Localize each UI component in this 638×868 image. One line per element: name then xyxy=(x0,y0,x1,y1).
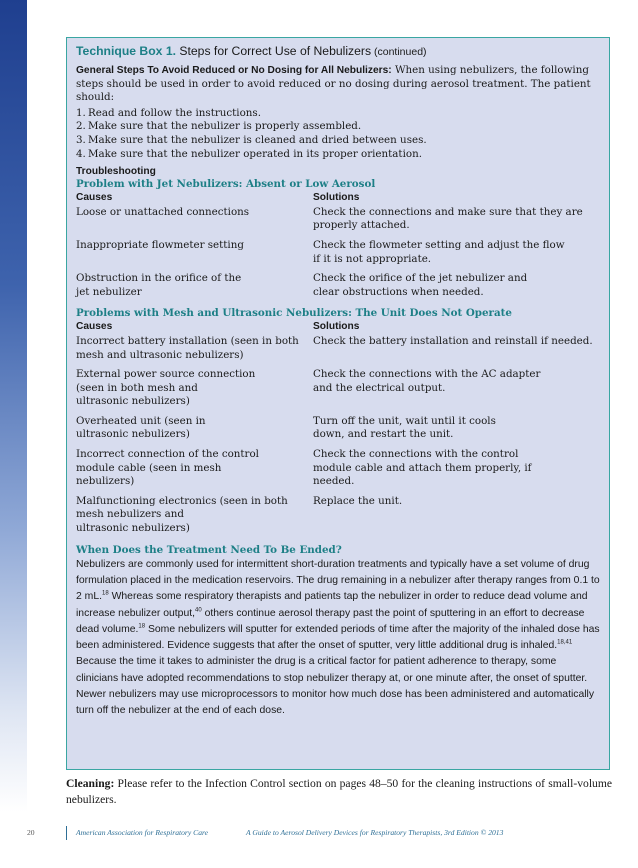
paragraph-text: others continue aerosol therapy past the point of sputtering in an effort to decrease dead volume. xyxy=(76,607,585,635)
citation: 18 xyxy=(102,590,109,597)
step-text: Make sure that the nebulizer is properly assembled. xyxy=(88,120,362,133)
citation: 18,41 xyxy=(557,639,573,646)
citation: 18 xyxy=(138,623,146,630)
table-row xyxy=(76,335,601,368)
list-item xyxy=(76,120,601,134)
footer-divider xyxy=(66,826,67,840)
cause-cell: Overheated unit (seen in ultrasonic nebulizers) xyxy=(76,414,206,441)
solutions-header: Solutions xyxy=(313,321,360,333)
treatment-end-heading: When Does the Treatment Need To Be Ended? xyxy=(76,543,342,556)
paragraph-text: Some nebulizers will sputter for extended periods of time after the majority of the inhaled dose has been administered. Evidence suggests that after the onset of sputter, very little additional drug is inhaled. xyxy=(76,623,600,652)
cleaning-paragraph xyxy=(66,776,612,807)
step-text: Make sure that the nebulizer operated in its proper orientation. xyxy=(88,147,422,160)
list-item xyxy=(76,148,601,162)
table-row xyxy=(76,239,601,272)
cause-cell: External power source connection (seen in both mesh and ultrasonic nebulizers) xyxy=(76,368,256,408)
solution-cell: Check the connections with the control module cable and attach them properly, if needed. xyxy=(313,448,532,488)
table-row xyxy=(76,415,601,448)
list-item xyxy=(76,134,601,148)
page-number: 20 xyxy=(27,828,35,837)
solution-cell: Check the flowmeter setting and adjust the flow if it is not appropriate. xyxy=(313,238,565,265)
solution-cell: Check the battery installation and reinstall if needed. xyxy=(313,334,593,347)
box-title-text: Steps for Correct Use of Nebulizers xyxy=(176,44,372,58)
table-row xyxy=(76,368,601,415)
solution-cell: Replace the unit. xyxy=(313,494,403,507)
step-text: Read and follow the instructions. xyxy=(88,106,261,119)
technique-box xyxy=(66,37,610,770)
side-color-bar xyxy=(0,0,27,812)
box-title xyxy=(76,43,601,60)
list-item xyxy=(76,107,601,121)
step-number: 1. xyxy=(76,106,86,119)
treatment-end-paragraph xyxy=(76,557,601,720)
solution-cell: Check the connections with the AC adapter and the electrical output. xyxy=(313,368,541,394)
step-number: 3. xyxy=(76,133,86,146)
steps-list xyxy=(76,107,601,161)
box-label: Technique Box 1. xyxy=(76,44,176,58)
causes-header: Causes xyxy=(76,192,113,204)
paragraph-text: Nebulizers are commonly used for intermittent short-duration treatments and typically have a set volume of drug formulation placed in the medication reservoirs. The drug remaining in a nebulizer after therapy ranges from 0.1 to 2 mL. xyxy=(76,558,600,603)
page-footer xyxy=(0,826,638,840)
paragraph-text: Whereas some respiratory therapists and patients tap the nebulizer in order to reduce dead volume and increase nebulizer output, xyxy=(76,591,588,619)
troubleshooting-heading: Troubleshooting xyxy=(76,166,156,178)
cleaning-text: Please refer to the Infection Control section on pages 48–50 for the cleaning instructions of small-volume nebulizers. xyxy=(66,777,612,806)
cleaning-label: Cleaning: xyxy=(66,777,115,790)
general-steps-paragraph xyxy=(76,64,601,105)
solution-cell: Check the orifice of the jet nebulizer and clear obstructions when needed. xyxy=(313,272,528,298)
step-number: 4. xyxy=(76,147,86,160)
cause-cell: Obstruction in the orifice of the jet nebulizer xyxy=(76,272,242,298)
solution-cell: Turn off the unit, wait until it cools down, and restart the unit. xyxy=(313,414,496,441)
box-continued: (continued) xyxy=(371,46,427,58)
table-row xyxy=(76,495,601,536)
cause-cell: Inappropriate flowmeter setting xyxy=(76,238,244,251)
jet-troubleshooting-table xyxy=(76,191,601,299)
table-header-row xyxy=(76,191,601,206)
cause-cell: Loose or unattached connections xyxy=(76,205,250,218)
table-row xyxy=(76,448,601,495)
mesh-problem-heading: Problems with Mesh and Ultrasonic Nebulizers: The Unit Does Not Operate xyxy=(76,307,512,320)
solution-cell: Check the connections and make sure that they are properly attached. xyxy=(313,205,583,232)
footer-publication: A Guide to Aerosol Delivery Devices for Respiratory Therapists, 3rd Edition © 2013 xyxy=(246,828,504,837)
cause-cell: Incorrect battery installation (seen in both mesh and ultrasonic nebulizers) xyxy=(76,334,299,361)
table-header-row xyxy=(76,320,601,335)
cause-cell: Incorrect connection of the control module cable (seen in mesh nebulizers) xyxy=(76,448,259,488)
step-text: Make sure that the nebulizer is cleaned and dried between uses. xyxy=(88,133,427,146)
citation: 40 xyxy=(195,607,202,614)
causes-header: Causes xyxy=(76,321,113,333)
general-steps-heading: General Steps To Avoid Reduced or No Dosing for All Nebulizers: xyxy=(76,65,392,76)
footer-organization: American Association for Respiratory Care xyxy=(76,828,209,837)
table-row xyxy=(76,272,601,299)
mesh-troubleshooting-table xyxy=(76,320,601,535)
step-number: 2. xyxy=(76,120,86,133)
solutions-header: Solutions xyxy=(313,192,360,204)
general-steps-text: When using nebulizers, the following steps should be used in order to avoid reduced or no dosing during aerosol treatment. The patient should: xyxy=(76,64,591,104)
cause-cell: Malfunctioning electronics (seen in both mesh nebulizers and ultrasonic nebulizers) xyxy=(76,494,288,535)
jet-problem-heading: Problem with Jet Nebulizers: Absent or Low Aerosol xyxy=(76,178,376,191)
paragraph-text: Because the time it takes to administer the drug is a critical factor for patient adherence to therapy, some clinicians have adopted recommendations to stop nebulizer therapy at, or one minute after, the onset of sputter. Newer nebulizers may use microprocessors to monitor how much dose has been administered and automatically turn off the nebulizer at the end of each dose. xyxy=(76,656,595,717)
table-row xyxy=(76,206,601,239)
